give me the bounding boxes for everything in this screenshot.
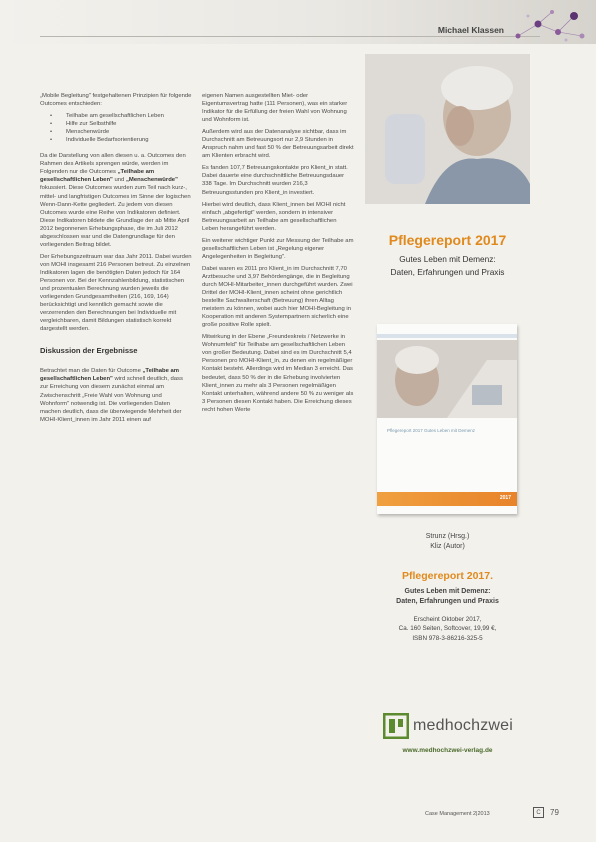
publisher-logo-icon bbox=[383, 713, 409, 739]
ad-title: Pflegereport 2017 bbox=[388, 232, 507, 248]
ad-subtitle bbox=[365, 253, 530, 278]
emphasis: „Teilhabe am gesellschaftlichen Leben" bbox=[40, 169, 155, 184]
outcome-list bbox=[40, 112, 192, 144]
list-item: • Hilfe zur Selbsthilfe bbox=[50, 120, 192, 128]
book-year-tag: 2017 bbox=[499, 495, 511, 501]
header-rule bbox=[40, 36, 540, 37]
author-name: Michael Klassen bbox=[437, 25, 504, 35]
publisher-url[interactable]: www.medhochzwei-verlag.de bbox=[402, 747, 493, 754]
book-cover bbox=[377, 324, 517, 514]
list-item: • Teilhabe am gesellschaftlichen Leben bbox=[50, 112, 192, 120]
emphasis: „Teilhabe am gesellschaftlichen Leben" bbox=[40, 368, 180, 383]
body-paragraph: eigenen Namen ausgestellten Miet- oder Eigentumsvertrag hatte (111 Personen), was ein starker Indikator für die Erfüllung der freien Wahl von Wohnung und Wohnform ist. bbox=[202, 93, 348, 124]
list-item: • Individuelle Bedarfsorientierung bbox=[50, 136, 192, 144]
section-heading: Diskussion der Ergebnisse bbox=[40, 346, 138, 356]
text-run: Betrachtet man die Daten für Outcome bbox=[40, 368, 143, 375]
ad-subtitle-line: Gutes Leben mit Demenz: bbox=[399, 254, 496, 264]
header-band bbox=[0, 0, 596, 44]
text-run: wird schnell deutlich, dass zur Erreichung von diesem zunächst einmal am Zwischenschritt „Freie Wahl von Wohnung und Wohnform" notwendig ist. Die vorliegenden Daten machen deutlich, dass die überwiegende Mehrheit der MOHI-Klient_innen im Jahr 2011 einen auf bbox=[40, 376, 183, 423]
body-paragraph bbox=[40, 367, 192, 423]
text-column-middle bbox=[202, 92, 354, 418]
journal-logo-icon: C bbox=[533, 807, 544, 818]
text-run: Da die Darstellung von allen diesen u. a. Outcomes den Rahmen des Artikels sprengen würde, werden im Folgenden nur die Outcomes bbox=[40, 153, 186, 176]
body-paragraph: Es fanden 107,7 Betreuungskontakte pro Klient_in statt. Dabei dauerte eine durchschnittliche Betreuungsdauer 338 Tage. Im Durchschnitt wurden 216,3 Betreuungsstunden pro Klient_in investiert. bbox=[202, 165, 348, 196]
body-paragraph: Mitwirkung in der Ebene „Freundeskreis / Netzwerke in Wohnumfeld" für Teilhabe am gesellschaftlichen Leben von großer Bedeutung. Dabei sind es im Durchschnitt 5,4 Personen pro MOHI-Klient_in, zu denen ein regelmäßiger Kontakt besteht. Allerdings wird im Median 3 erreicht. Das bedeutet, dass 50 % der in die Erhebung involvierten Klient_innen zu mehr als 3 Personen regelmäßigen Kontakt unterhalten, während andere 50 % zu weniger als 3 Personen diesen Kontakt haben. Die Erreichung dieses recht hohen Werte bbox=[202, 334, 354, 413]
ad-editors bbox=[365, 532, 530, 551]
editor-line: Strunz (Hrsg.) bbox=[425, 533, 470, 540]
detail-line: Ca. 160 Seiten, Softcover, 19,99 €, bbox=[398, 625, 497, 633]
intro-paragraph: „Mobile Begleitung" festgehaltenen Prinzipien für folgende Outcomes entschieden: bbox=[40, 93, 192, 108]
body-paragraph: Der Erhebungszeitraum war das Jahr 2011. Dabei wurden von MOHI insgesamt 216 Personen betreut. Zu einzelnen Indikatoren lagen die benötigten Daten jedoch für 164 Personen vor. Bei der Kennzahlenbildung, statistischen und prozentualen Berechnung wurden jeweils die vorliegenden Grundgesamtheiten (216, 169, 164) berücksichtigt und kenntlich gemacht sowie die verzerrenden den Berechnungen bei Individuelle mit vergleichbaren, damit Bildungen statistisch korrekt dargestellt werden. bbox=[40, 253, 192, 333]
body-paragraph: Ein weiterer wichtiger Punkt zur Messung der Teilhabe am gesellschaftlichen Leben ist „Regelung eigener Angelegenheiten in Begleitung". bbox=[202, 237, 354, 260]
ad-subtitle-line: Daten, Erfahrungen und Praxis bbox=[390, 266, 505, 277]
text-run: fokussiert. Diese Outcomes wurden zum Teil nach kurz-, mittel- und langfristigen Outcomes im Sinne der logischen Wenn-Dann-Kette gegliedert. Zu jedem von diesen Outcomes wurde eine Reihe von Indikatoren definiert. Diese Indikatoren bildete die Grundlage der ab Mitte April 2012 begonnenen Erhebungsphase, die im Juli 2012 abgeschlossen war und die Datengrundlage für den vorliegenden Beitrag bildet. bbox=[40, 185, 191, 248]
book-cover-text: Pflegereport 2017 Gutes Leben mit Demenz bbox=[387, 428, 476, 433]
publisher-logo bbox=[383, 713, 523, 741]
journal-name: Case Management 2|2013 bbox=[425, 811, 490, 817]
editor-line: Kliz (Autor) bbox=[430, 542, 465, 550]
publisher-name: medhochzwei bbox=[413, 717, 514, 734]
ad-subtitle-line: Daten, Erfahrungen und Praxis bbox=[396, 597, 499, 605]
detail-line: Erscheint Oktober 2017, bbox=[413, 616, 482, 623]
emphasis: „Menschenwürde" bbox=[125, 177, 178, 184]
elderly-woman-photo bbox=[365, 54, 530, 204]
body-paragraph bbox=[40, 152, 192, 249]
body-paragraph: Hierbei wird deutlich, dass Klient_innen bei MOHI nicht einfach „abgefertigt" werden, sondern in intensiver Betreuungsarbeit an Teilhabe am gesellschaftlichen Leben herangeführt werden. bbox=[202, 201, 346, 232]
advertisement bbox=[365, 54, 530, 799]
detail-line: ISBN 978-3-86216-325-5 bbox=[412, 634, 483, 642]
molecule-graphic bbox=[508, 6, 588, 44]
text-column-left bbox=[40, 92, 192, 428]
ad-details bbox=[365, 615, 530, 643]
ad-title-secondary: Pflegereport 2017. bbox=[401, 570, 494, 582]
book-band bbox=[377, 334, 517, 338]
text-run: und bbox=[112, 177, 126, 184]
body-paragraph: Außerdem wird aus der Datenanalyse sichtbar, dass im Durchschnitt am Betreuungsort nur 2,9 Stunden in Anspruch nahm und fast 50 % der Betreuungsarbeit direkt am Klienten erbracht wird. bbox=[202, 129, 354, 160]
page-number: 79 bbox=[550, 808, 559, 817]
ad-subtitle-line: Gutes Leben mit Demenz: bbox=[404, 588, 491, 595]
list-item: • Menschenwürde bbox=[50, 128, 192, 136]
body-paragraph: Dabei waren es 2011 pro Klient_in im Durchschnitt 7,70 Arztbesuche und 3,97 Behördengänge, die in Begleitung durch MOHI-Mitarbeiter_innen durchgeführt wurden. Zwei Drittel der MOHI-Klient_innen scheint ohne gerichtlich bestellte Sachwalterschaft (Betreuung) ihren Alltag meistern zu können, wobei auch hier MOHI-Begleitung in Kooperation mit anderen Systempartnern sicherlich eine große positive Rolle spielt. bbox=[202, 265, 353, 329]
ad-subtitle-secondary bbox=[365, 587, 530, 606]
book-cover-photo bbox=[377, 340, 517, 418]
book-footer-band bbox=[377, 492, 517, 506]
